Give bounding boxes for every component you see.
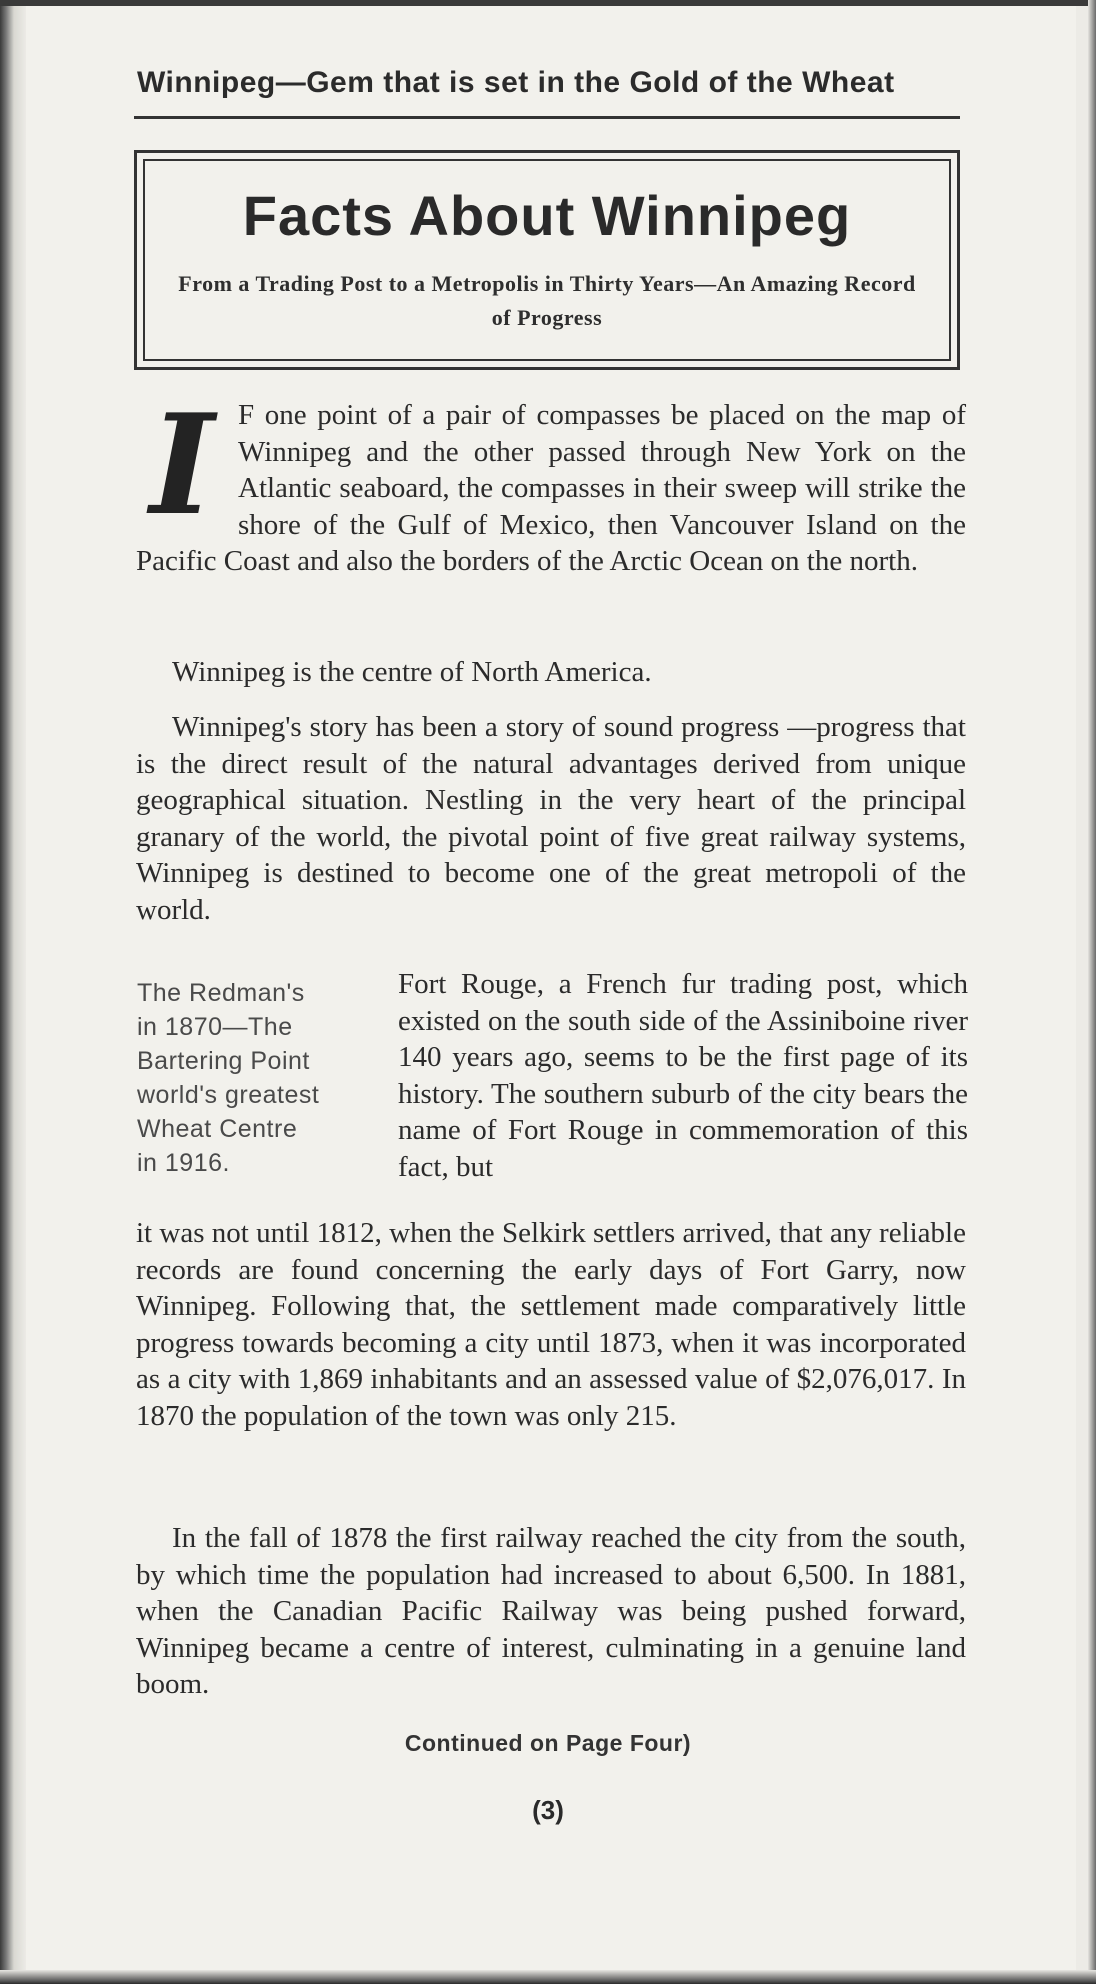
page-left-edge bbox=[0, 0, 26, 1984]
margin-caption-line: The Redman's bbox=[137, 979, 305, 1007]
margin-caption-line: Wheat Centre bbox=[137, 1115, 298, 1143]
margin-caption bbox=[137, 976, 377, 1180]
running-head: Winnipeg—Gem that is set in the Gold of the Wheat bbox=[137, 66, 895, 99]
margin-caption-line: world's greatest bbox=[137, 1081, 320, 1109]
paragraph-1-text: F one point of a pair of compasses be placed on the map of Winnipeg and the other passed through New York on the Atlantic seaboard, the compasses in their sweep will strike the shore of the Gulf of Mexico, then Vancouver Island on the Pacific Coast and also the borders of the Arctic Ocean on the north. bbox=[136, 399, 966, 577]
drop-cap: I bbox=[149, 383, 215, 546]
paragraph-2: Winnipeg is the centre of North America. bbox=[172, 656, 652, 688]
running-head-rule bbox=[134, 116, 960, 119]
paragraph-1 bbox=[136, 383, 966, 580]
margin-caption-line: in 1916. bbox=[137, 1149, 230, 1177]
margin-caption-line: in 1870—The bbox=[137, 1013, 293, 1041]
page-number: (3) bbox=[532, 1795, 564, 1825]
continued-note: Continued on Page Four) bbox=[404, 1730, 692, 1756]
page-top-edge bbox=[0, 0, 1096, 6]
margin-caption-line: Bartering Point bbox=[137, 1047, 310, 1075]
paragraph-4-continued: it was not until 1812, when the Selkirk settlers arrived, that any reliable records are found concerning the early days of Fort Garry, now Winnipeg. Following that, the settlement made comparatively little progress towards becoming a city until 1873, when it was incorporated as a city with 1,869 inhabitants and an assessed value of $2,076,017. In 1870 the population of the town was only 215. bbox=[136, 1217, 966, 1432]
paragraph-5: In the fall of 1878 the first railway reached the city from the south, by which time the population had increased to about 6,500. In 1881, when the Canadian Pacific Railway was being pushed forward, Winnipeg became a centre of interest, culminating in a genuine land boom. bbox=[136, 1522, 966, 1700]
page-right-edge bbox=[1088, 0, 1096, 1984]
paragraph-3: Winnipeg's story has been a story of sound progress —progress that is the direct result of the natural advantages derived from unique geographical situation. Nestling in the very heart of the principal granary of the world, the pivotal point of five great railway systems, Winnipeg is destined to become one of the great metropoli of the world. bbox=[136, 711, 966, 926]
page-bottom-edge bbox=[0, 1970, 1096, 1984]
article-title: Facts About Winnipeg bbox=[242, 184, 852, 247]
paragraph-4: Fort Rouge, a French fur trading post, which existed on the south side of the Assiniboine river 140 years ago, seems to be the first page of its history. The southern suburb of the city bears the name of Fort Rouge in commemoration of this fact, but bbox=[398, 968, 968, 1183]
title-box bbox=[134, 150, 960, 370]
article-subtitle: From a Trading Post to a Metropolis in Thirty Years—An Amazing Record of Progress bbox=[178, 271, 916, 330]
